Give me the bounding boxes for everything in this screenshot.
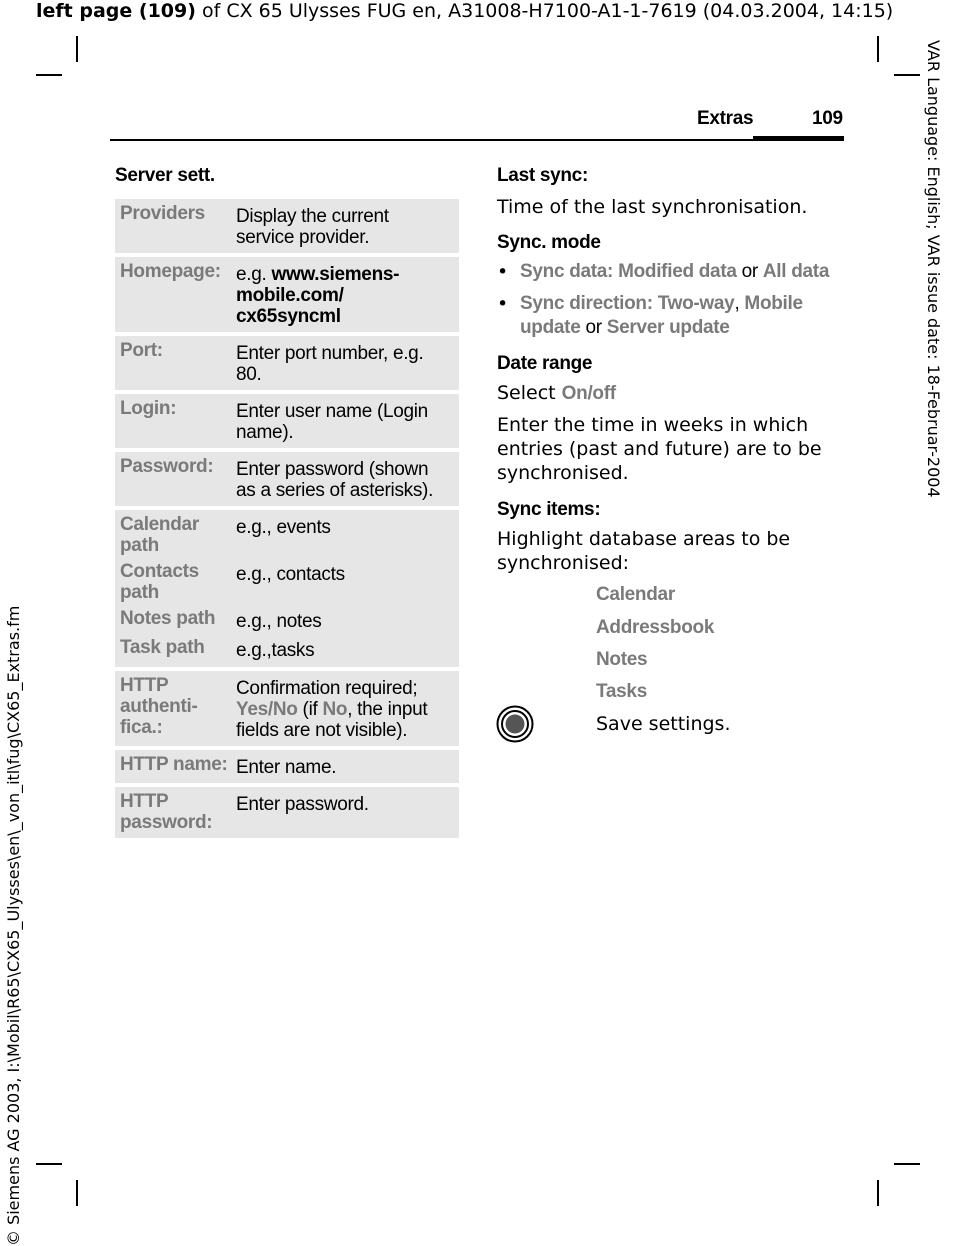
row-key: Port: <box>120 340 163 361</box>
table-row <box>115 671 459 746</box>
row-key: Providers <box>120 203 205 224</box>
section-title: Server sett. <box>115 165 215 186</box>
last-sync-heading: Last sync: <box>497 165 588 186</box>
sync-item-notes: Notes <box>596 649 648 670</box>
option: Sync data: Modified data <box>520 261 737 282</box>
row-key: Login: <box>120 398 177 419</box>
value-text: , the input fields are not visible). <box>236 699 428 741</box>
table-row <box>115 750 459 783</box>
copyright-path-note: © Siemens AG 2003, I:\Mobil\R65\CX65_Ulysses\en\_von_itl\fug\CX65_Extras.fm <box>4 605 23 1246</box>
date-range-select <box>497 381 842 406</box>
bullet-icon: • <box>497 293 509 315</box>
row-value: Enter password (shown as a series of asterisks). <box>236 459 434 501</box>
printer-header-bold: left page (109) <box>36 0 196 22</box>
connector: or <box>736 261 763 282</box>
var-language-note: VAR Language: English; VAR issue date: 18-Februar-2004 <box>924 40 943 498</box>
printer-header <box>36 0 893 22</box>
crop-mark <box>877 36 879 62</box>
date-range-text: Enter the time in weeks in which entries (past and future) are to be synchronised. <box>497 414 822 484</box>
select-label: Select <box>497 382 562 404</box>
table-subrow <box>120 608 451 632</box>
table-row <box>115 336 459 390</box>
option-yes: Yes <box>236 699 268 720</box>
date-range-heading: Date range <box>497 353 593 374</box>
running-header-title: Extras <box>697 108 754 129</box>
row-key: Contacts path <box>120 561 199 603</box>
option: Mobile update <box>520 293 803 338</box>
row-value: Enter user name (Login name). <box>236 401 428 443</box>
crop-mark <box>76 1180 78 1206</box>
sync-item-tasks: Tasks <box>596 681 647 702</box>
header-rule-accent <box>753 136 844 141</box>
printer-header-rest: of CX 65 Ulysses FUG en, A31008-H7100-A1-1-7619 (04.03.2004, 14:15) <box>195 0 894 22</box>
row-key: HTTP authenti-fica.: <box>120 675 198 738</box>
table-row-group <box>115 510 459 667</box>
table-row <box>115 452 459 506</box>
row-value: e.g., events <box>236 517 331 538</box>
homepage-url: www.siemens-mobile.com/ cx65syncml <box>236 264 400 327</box>
row-value <box>236 675 451 741</box>
crop-mark <box>76 36 78 62</box>
table-subrow <box>120 514 451 556</box>
sync-item-addressbook: Addressbook <box>596 617 715 638</box>
navigation-key-center-icon <box>496 705 534 743</box>
row-key: Homepage: <box>120 261 221 282</box>
row-value <box>236 261 451 327</box>
page-number: 109 <box>812 108 843 129</box>
table-row <box>115 199 459 253</box>
crop-mark <box>894 1163 920 1165</box>
row-key: Task path <box>120 637 205 658</box>
row-key: HTTP password: <box>120 791 213 833</box>
table-row <box>115 394 459 448</box>
row-value-prefix: e.g. <box>236 264 272 285</box>
row-key: Calendar path <box>120 514 199 556</box>
list-item-text <box>520 292 840 340</box>
option-no: No <box>272 699 298 720</box>
table-row <box>115 257 459 332</box>
row-key: HTTP name: <box>120 754 228 775</box>
sync-items-heading: Sync items: <box>497 499 601 520</box>
row-value: e.g., notes <box>236 611 322 632</box>
crop-mark <box>36 1163 62 1165</box>
table-row <box>115 787 459 838</box>
last-sync-text: Time of the last synchronisation. <box>497 196 808 218</box>
table-subrow <box>120 637 451 661</box>
row-value: e.g., contacts <box>236 564 345 585</box>
row-key: Password: <box>120 456 214 477</box>
header-rule <box>110 139 844 141</box>
connector: or <box>580 317 607 338</box>
option: Server update <box>606 317 730 338</box>
connector: , <box>734 293 745 314</box>
crop-mark <box>877 1180 879 1206</box>
server-settings-table <box>115 199 459 842</box>
crop-mark <box>36 74 62 76</box>
row-value: e.g.,tasks <box>236 640 315 661</box>
row-value: Enter port number, e.g. 80. <box>236 343 424 385</box>
crop-mark <box>894 74 920 76</box>
sync-items-text: Highlight database areas to be synchronised: <box>497 528 791 574</box>
sync-mode-heading: Sync. mode <box>497 232 601 253</box>
option-onoff: On/off <box>561 383 616 404</box>
row-key: Notes path <box>120 608 216 629</box>
value-text: (if <box>297 699 323 720</box>
option: Sync direction: Two-way <box>520 293 735 314</box>
bullet-icon: • <box>497 261 509 283</box>
option-no: No <box>322 699 348 720</box>
slash: / <box>267 699 273 720</box>
value-text: Confirmation required; <box>236 678 418 699</box>
row-value: Display the current service provider. <box>236 206 389 248</box>
list-item-text <box>520 260 840 284</box>
sync-item-calendar: Calendar <box>596 584 675 605</box>
save-settings-text: Save settings. <box>596 713 731 735</box>
row-value: Enter name. <box>236 757 337 778</box>
row-value: Enter password. <box>236 794 369 815</box>
table-subrow <box>120 561 451 603</box>
option: All data <box>762 261 830 282</box>
